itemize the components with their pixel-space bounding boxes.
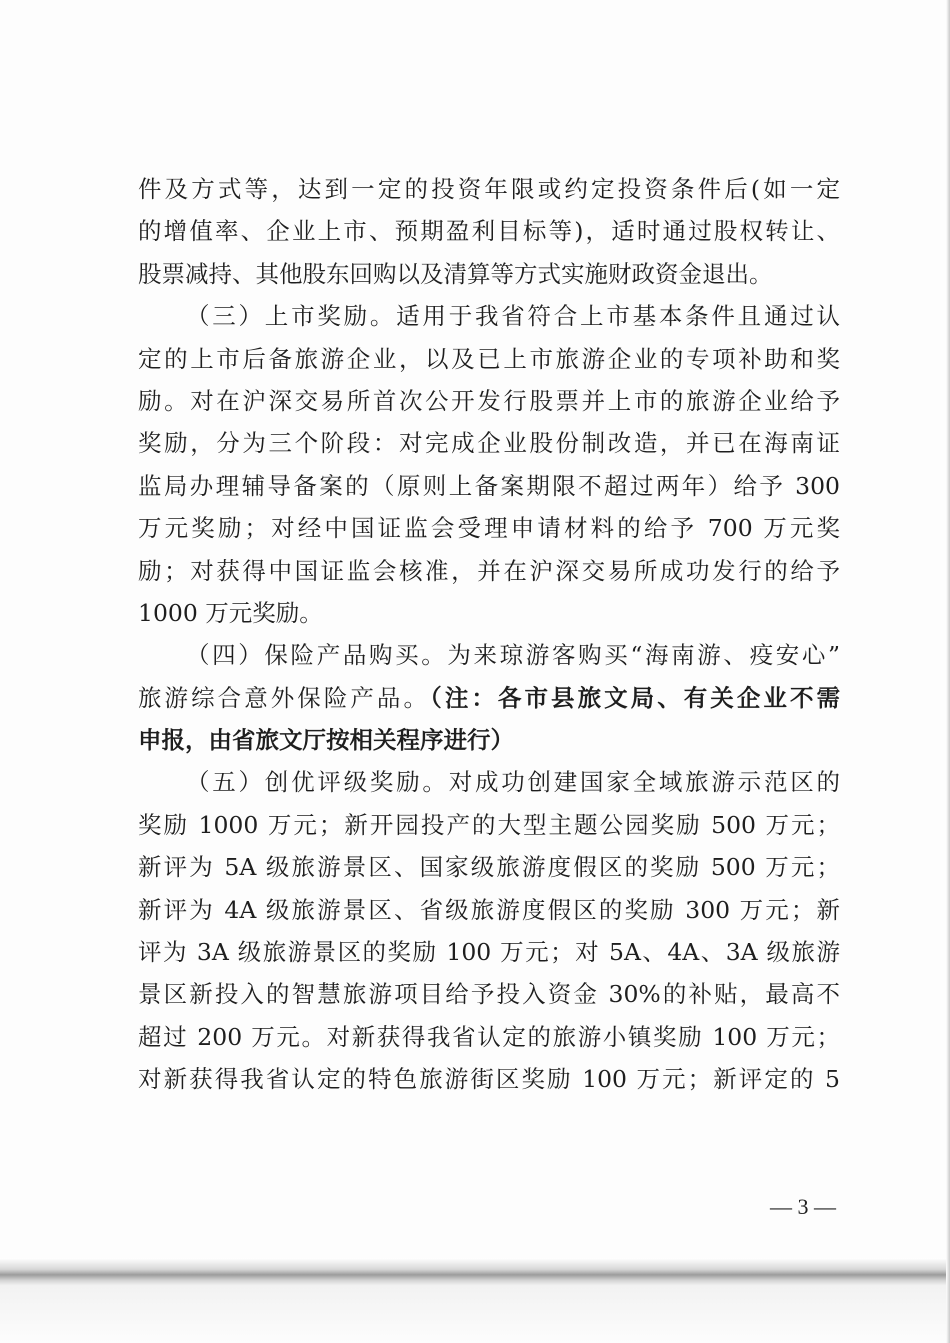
text-line bbox=[138, 380, 840, 422]
text-line-content: 评为 3A 级旅游景区的奖励 100 万元；对 5A、4A、3A 级旅游 bbox=[138, 938, 840, 967]
text-line bbox=[138, 210, 840, 252]
text-line-content: 股票减持、其他股东回购以及清算等方式实施财政资金退出。 bbox=[138, 259, 773, 288]
text-line bbox=[138, 1016, 840, 1058]
page-number: — 3 — bbox=[770, 1194, 836, 1219]
document-body bbox=[138, 168, 840, 1101]
text-line-content: 监局办理辅导备案的（原则上备案期限不超过两年）给予 300 bbox=[138, 471, 840, 500]
text-line bbox=[138, 846, 840, 888]
text-line-content: 奖励，分为三个阶段：对完成企业股份制改造，并已在海南证 bbox=[138, 429, 840, 458]
text-line bbox=[138, 507, 840, 549]
text-line-content: 的增值率、企业上市、预期盈利目标等)，适时通过股权转让、 bbox=[138, 217, 840, 246]
text-line-content: 新评为 5A 级旅游景区、国家级旅游度假区的奖励 500 万元； bbox=[138, 853, 840, 882]
text-line bbox=[138, 422, 840, 464]
text-line bbox=[138, 1058, 840, 1100]
text-line bbox=[138, 719, 840, 761]
scan-bottom-margin bbox=[0, 1286, 950, 1343]
text-line bbox=[138, 761, 840, 803]
text-line bbox=[138, 253, 840, 295]
text-line-content: 新评为 4A 级旅游景区、省级旅游度假区的奖励 300 万元；新 bbox=[138, 895, 840, 924]
text-line-content: 旅游综合意外保险产品。 bbox=[138, 683, 431, 712]
text-line-content: （五）创优评级奖励。对成功创建国家全域旅游示范区的 bbox=[186, 768, 840, 797]
text-line bbox=[138, 677, 840, 719]
text-line bbox=[138, 168, 840, 210]
text-line-content: 1000 万元奖励。 bbox=[138, 598, 323, 627]
text-line-bold-note: （注：各市县旅文局、有关企业不需 bbox=[430, 683, 840, 712]
text-line bbox=[138, 550, 840, 592]
text-line-content: 申报，由省旅文厅按相关程序进行） bbox=[138, 726, 514, 755]
text-line-content: （四）保险产品购买。为来琼游客购买“海南游、疫安心” bbox=[186, 641, 840, 670]
text-line bbox=[138, 295, 840, 337]
text-line bbox=[138, 973, 840, 1015]
text-line-content: 景区新投入的智慧旅游项目给予投入资金 30%的补贴，最高不 bbox=[138, 980, 840, 1009]
scan-shadow-bar bbox=[0, 1258, 950, 1286]
text-line bbox=[138, 338, 840, 380]
text-line bbox=[138, 592, 840, 634]
text-line bbox=[138, 931, 840, 973]
text-line-content: 奖励 1000 万元；新开园投产的大型主题公园奖励 500 万元； bbox=[138, 810, 840, 839]
text-line-content: 对新获得我省认定的特色旅游街区奖励 100 万元；新评定的 5 bbox=[138, 1065, 840, 1094]
text-line bbox=[138, 465, 840, 507]
text-line bbox=[138, 889, 840, 931]
text-line-content: （三）上市奖励。适用于我省符合上市基本条件且通过认 bbox=[186, 302, 840, 331]
scan-right-edge bbox=[946, 0, 950, 1343]
text-line-content: 定的上市后备旅游企业，以及已上市旅游企业的专项补助和奖 bbox=[138, 344, 840, 373]
text-line-content: 万元奖励；对经中国证监会受理申请材料的给予 700 万元奖 bbox=[138, 514, 840, 543]
text-line bbox=[138, 634, 840, 676]
text-line bbox=[138, 804, 840, 846]
text-line-content: 励；对获得中国证监会核准，并在沪深交易所成功发行的给予 bbox=[138, 556, 840, 585]
text-line-content: 件及方式等，达到一定的投资年限或约定投资条件后(如一定 bbox=[138, 175, 840, 203]
text-line-content: 超过 200 万元。对新获得我省认定的旅游小镇奖励 100 万元； bbox=[138, 1022, 840, 1051]
text-line-content: 励。对在沪深交易所首次公开发行股票并上市的旅游企业给予 bbox=[138, 386, 840, 415]
